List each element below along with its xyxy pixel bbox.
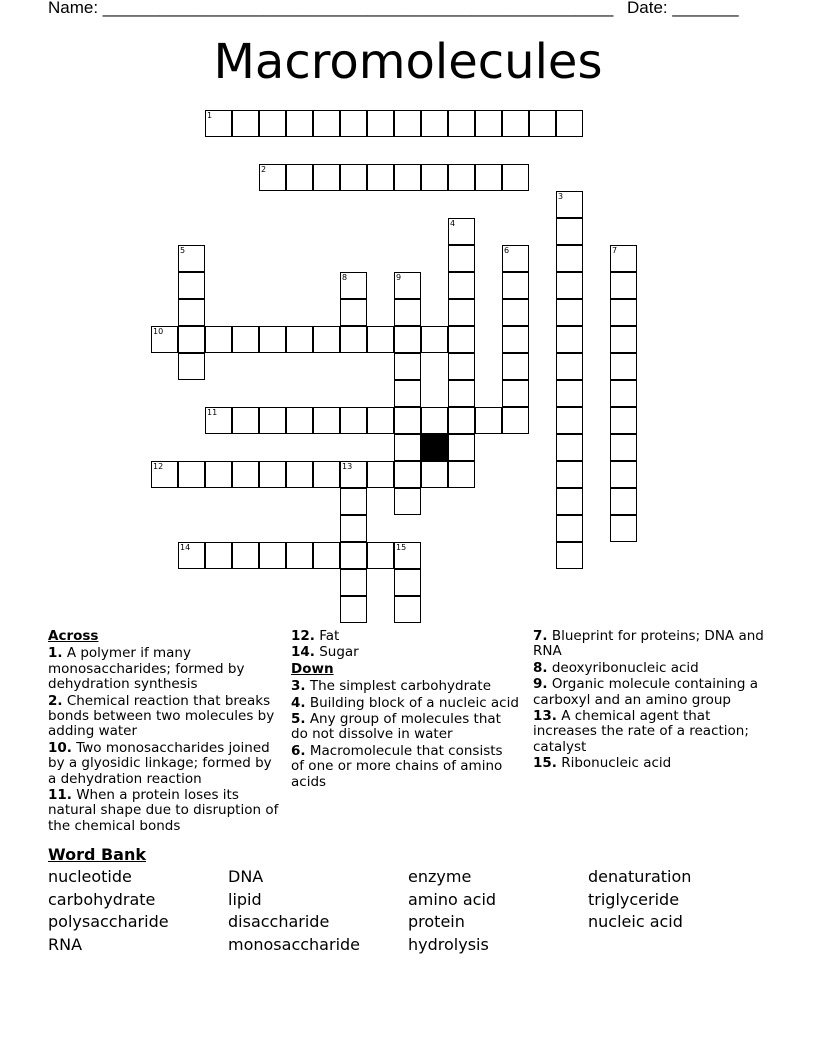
grid-cell[interactable] xyxy=(340,488,367,515)
grid-cell[interactable] xyxy=(313,461,340,488)
grid-cell[interactable] xyxy=(205,461,232,488)
grid-cell[interactable] xyxy=(448,218,475,245)
word-bank-item: denaturation xyxy=(588,867,692,886)
grid-cell[interactable] xyxy=(556,407,583,434)
grid-cell[interactable] xyxy=(610,353,637,380)
down-clue-list xyxy=(291,679,519,790)
grid-cell[interactable] xyxy=(340,164,367,191)
grid-cell[interactable] xyxy=(178,299,205,326)
grid-cell[interactable] xyxy=(502,299,529,326)
clue-num: 1. xyxy=(48,645,63,662)
grid-cell[interactable] xyxy=(178,353,205,380)
grid-cell[interactable] xyxy=(475,164,502,191)
grid-cell[interactable] xyxy=(178,326,205,353)
page-title: Macromolecules xyxy=(213,34,603,90)
grid-cell[interactable] xyxy=(610,434,637,461)
grid-cell[interactable] xyxy=(529,110,556,137)
clue-text: Ribonucleic acid xyxy=(556,755,672,772)
word-bank-item: disaccharide xyxy=(228,912,330,932)
grid-cell[interactable] xyxy=(448,245,475,272)
grid-cell[interactable] xyxy=(556,353,583,380)
down-heading: Down xyxy=(291,660,334,677)
clue-item xyxy=(291,744,519,790)
clue-number: 5 xyxy=(180,246,186,255)
grid-cell[interactable] xyxy=(151,326,178,353)
grid-cell[interactable] xyxy=(394,569,421,596)
grid-cell[interactable] xyxy=(286,110,313,137)
clue-num: 12. xyxy=(291,628,315,644)
grid-cell[interactable] xyxy=(610,299,637,326)
grid-cell[interactable] xyxy=(475,407,502,434)
grid-cell[interactable] xyxy=(394,110,421,137)
clue-num: 15. xyxy=(533,755,557,772)
grid-cell[interactable] xyxy=(556,488,583,515)
grid-cell[interactable] xyxy=(502,326,529,353)
grid-cell[interactable] xyxy=(394,461,421,488)
grid-cell[interactable] xyxy=(610,380,637,407)
grid-cell[interactable] xyxy=(367,407,394,434)
grid-cell[interactable] xyxy=(394,542,421,569)
grid-cell[interactable] xyxy=(232,542,259,569)
grid-cell[interactable] xyxy=(340,569,367,596)
name-field-label: Name: ______________________________________________________ xyxy=(48,0,614,17)
clue-number: 10 xyxy=(153,327,164,336)
clue-text: Blueprint for proteins; DNA and RNA xyxy=(533,628,764,660)
clue-num: 9. xyxy=(533,676,548,693)
grid-cell[interactable] xyxy=(448,272,475,299)
grid-cell[interactable] xyxy=(340,461,367,488)
grid-cell[interactable] xyxy=(610,245,637,272)
clue-num: 3. xyxy=(291,678,306,695)
clue-num: 2. xyxy=(48,692,63,709)
word-bank-item: protein xyxy=(408,912,465,932)
grid-cell[interactable] xyxy=(421,110,448,137)
word-bank-item: polysaccharide xyxy=(48,912,169,932)
word-bank-item: carbohydrate xyxy=(48,889,156,909)
grid-cell[interactable] xyxy=(556,218,583,245)
clue-item xyxy=(291,629,519,644)
grid-cell[interactable] xyxy=(367,326,394,353)
grid-cell[interactable] xyxy=(340,272,367,299)
grid-cell[interactable] xyxy=(448,164,475,191)
word-bank-item: triglyceride xyxy=(588,889,680,909)
grid-cell[interactable] xyxy=(556,326,583,353)
grid-cell[interactable] xyxy=(394,326,421,353)
grid-cell[interactable] xyxy=(556,191,583,218)
word-bank-item: nucleotide xyxy=(48,867,132,886)
clue-number: 6 xyxy=(504,246,510,255)
grid-cell[interactable] xyxy=(556,434,583,461)
grid-cell[interactable] xyxy=(286,542,313,569)
grid-cell[interactable] xyxy=(394,299,421,326)
grid-cell[interactable] xyxy=(178,461,205,488)
clue-text: A chemical agent that increases the rate of a reaction; catalyst xyxy=(533,708,749,755)
clue-num: 14. xyxy=(291,644,315,661)
grid-cell[interactable] xyxy=(610,407,637,434)
grid-cell[interactable] xyxy=(205,542,232,569)
clue-item xyxy=(48,788,280,834)
clue-text: Fat xyxy=(314,628,340,644)
grid-cell[interactable] xyxy=(556,245,583,272)
clue-num: 8. xyxy=(533,659,548,676)
grid-cell[interactable] xyxy=(205,110,232,137)
clue-item xyxy=(48,694,280,740)
clue-text: Two monosaccharides joined by a glyosidic linkage; formed by a dehydration reaction xyxy=(48,739,272,787)
grid-cell[interactable] xyxy=(286,461,313,488)
clue-num: 6. xyxy=(291,742,306,759)
word-bank-item: amino acid xyxy=(408,889,497,909)
grid-cell[interactable] xyxy=(556,299,583,326)
grid-cell[interactable] xyxy=(178,245,205,272)
grid-cell[interactable] xyxy=(421,326,448,353)
grid-cell[interactable] xyxy=(340,110,367,137)
clue-text: Macromolecule that consists of one or more chains of amino acids xyxy=(291,742,503,790)
grid-cell[interactable] xyxy=(259,164,286,191)
clue-text: Sugar xyxy=(314,644,359,661)
grid-cell[interactable] xyxy=(448,326,475,353)
grid-cell[interactable] xyxy=(394,434,421,461)
clue-item xyxy=(533,709,765,755)
clue-text: Any group of molecules that do not dissolve in water xyxy=(291,711,501,743)
word-bank-item: RNA xyxy=(48,935,83,955)
clue-item xyxy=(291,645,519,660)
grid-cell[interactable] xyxy=(421,461,448,488)
across-clue-list-continued xyxy=(291,629,519,661)
grid-cell[interactable] xyxy=(259,407,286,434)
grid-cell[interactable] xyxy=(286,407,313,434)
clue-item xyxy=(533,677,765,708)
grid-cell[interactable] xyxy=(556,272,583,299)
grid-cell[interactable] xyxy=(502,380,529,407)
grid-cell[interactable] xyxy=(502,407,529,434)
grid-cell[interactable] xyxy=(178,272,205,299)
clue-text: A polymer if many monosaccharides; formed by dehydration synthesis xyxy=(48,645,245,693)
clue-number: 9 xyxy=(396,273,402,282)
grid-cell[interactable] xyxy=(394,407,421,434)
clue-number: 12 xyxy=(153,462,164,471)
grid-cell[interactable] xyxy=(340,299,367,326)
grid-cell[interactable] xyxy=(151,461,178,488)
grid-cell[interactable] xyxy=(313,164,340,191)
across-clue-list xyxy=(48,646,280,834)
grid-cell[interactable] xyxy=(394,272,421,299)
grid-cell[interactable] xyxy=(313,542,340,569)
clue-item xyxy=(533,661,765,676)
grid-cell[interactable] xyxy=(502,164,529,191)
grid-cell[interactable] xyxy=(340,407,367,434)
clue-text: Building block of a nucleic acid xyxy=(305,694,519,711)
clue-number: 13 xyxy=(342,462,353,471)
clue-num: 13. xyxy=(533,708,557,725)
grid-cell[interactable] xyxy=(448,110,475,137)
grid-cell[interactable] xyxy=(502,245,529,272)
grid-cell[interactable] xyxy=(232,407,259,434)
clue-number: 8 xyxy=(342,273,348,282)
clue-num: 11. xyxy=(48,787,72,804)
clue-item xyxy=(533,756,765,771)
grid-cell[interactable] xyxy=(313,326,340,353)
grid-cell[interactable] xyxy=(259,461,286,488)
clue-item xyxy=(291,696,519,711)
clue-text: The simplest carbohydrate xyxy=(305,678,492,695)
grid-cell[interactable] xyxy=(232,110,259,137)
grid-cell[interactable] xyxy=(394,164,421,191)
word-bank-item: hydrolysis xyxy=(408,935,489,955)
grid-cell[interactable] xyxy=(313,110,340,137)
word-bank-title: Word Bank xyxy=(48,845,147,864)
grid-cell[interactable] xyxy=(556,110,583,137)
clue-text: When a protein loses its natural shape due to disruption of the chemical bonds xyxy=(48,787,279,834)
grid-cell[interactable] xyxy=(610,461,637,488)
grid-cell[interactable] xyxy=(394,353,421,380)
grid-cell[interactable] xyxy=(313,407,340,434)
clue-number: 7 xyxy=(612,246,618,255)
grid-cell[interactable] xyxy=(367,461,394,488)
grid-cell[interactable] xyxy=(286,326,313,353)
clue-item xyxy=(48,741,280,787)
grid-cell[interactable] xyxy=(556,461,583,488)
grid-cell[interactable] xyxy=(340,515,367,542)
clue-item xyxy=(291,679,519,694)
clue-num: 10. xyxy=(48,739,72,756)
grid-cell[interactable] xyxy=(178,542,205,569)
grid-cell[interactable] xyxy=(394,596,421,623)
grid-cell[interactable] xyxy=(475,110,502,137)
grid-cell[interactable] xyxy=(367,164,394,191)
word-bank-item: lipid xyxy=(228,889,262,909)
clue-item xyxy=(533,629,765,660)
grid-cell[interactable] xyxy=(394,380,421,407)
grid-cell[interactable] xyxy=(556,380,583,407)
clues-column-3 xyxy=(533,629,765,773)
clue-number: 4 xyxy=(450,219,456,228)
clue-num: 5. xyxy=(291,711,306,728)
grid-cell[interactable] xyxy=(259,110,286,137)
grid-cell[interactable] xyxy=(205,407,232,434)
grid-cell[interactable] xyxy=(340,596,367,623)
grid-cell[interactable] xyxy=(448,299,475,326)
grid-cell[interactable] xyxy=(610,326,637,353)
clue-number: 1 xyxy=(207,111,213,120)
grid-cell[interactable] xyxy=(502,272,529,299)
grid-cell[interactable] xyxy=(205,326,232,353)
grid-cell[interactable] xyxy=(502,353,529,380)
clue-item xyxy=(291,712,519,743)
word-bank-item: enzyme xyxy=(408,867,472,886)
clue-number: 14 xyxy=(180,543,191,552)
grid-cell[interactable] xyxy=(448,407,475,434)
grid-cell[interactable] xyxy=(286,164,313,191)
clue-item xyxy=(48,646,280,692)
clue-num: 4. xyxy=(291,694,306,711)
clue-number: 15 xyxy=(396,543,407,552)
grid-cell[interactable] xyxy=(556,542,583,569)
grid-cell[interactable] xyxy=(259,542,286,569)
clue-number: 3 xyxy=(558,192,564,201)
grid-cell[interactable] xyxy=(232,461,259,488)
clue-number: 11 xyxy=(207,408,218,417)
clue-text: Organic molecule containing a carboxyl and an amino group xyxy=(533,676,758,708)
grid-cell[interactable] xyxy=(340,326,367,353)
down-clue-list-continued xyxy=(533,629,765,772)
grid-cell[interactable] xyxy=(502,110,529,137)
grid-cell[interactable] xyxy=(610,515,637,542)
grid-cell[interactable] xyxy=(259,326,286,353)
grid-cell[interactable] xyxy=(448,461,475,488)
across-heading: Across xyxy=(48,628,99,644)
grid-cell[interactable] xyxy=(448,380,475,407)
grid-cell[interactable] xyxy=(448,353,475,380)
grid-cell[interactable] xyxy=(367,110,394,137)
grid-cell[interactable] xyxy=(421,164,448,191)
grid-cell[interactable] xyxy=(556,515,583,542)
date-field-label: Date: _______ xyxy=(627,0,739,17)
clues-column-1 xyxy=(48,629,280,835)
grid-cell[interactable] xyxy=(394,488,421,515)
clues-column-2 xyxy=(291,629,519,791)
grid-cell[interactable] xyxy=(610,488,637,515)
grid-cell[interactable] xyxy=(340,542,367,569)
word-bank-item: nucleic acid xyxy=(588,912,683,932)
grid-cell[interactable] xyxy=(367,542,394,569)
word-bank-item: DNA xyxy=(228,867,264,886)
word-bank-item: monosaccharide xyxy=(228,935,361,955)
grid-cell[interactable] xyxy=(421,407,448,434)
grid-cell[interactable] xyxy=(232,326,259,353)
grid-cell[interactable] xyxy=(610,272,637,299)
blocked-cell xyxy=(421,434,448,461)
clue-text: Chemical reaction that breaks bonds between two molecules by adding water xyxy=(48,692,275,740)
clue-num: 7. xyxy=(533,628,548,644)
grid-cell[interactable] xyxy=(448,434,475,461)
clue-text: deoxyribonucleic acid xyxy=(547,659,699,676)
clue-number: 2 xyxy=(261,165,267,174)
